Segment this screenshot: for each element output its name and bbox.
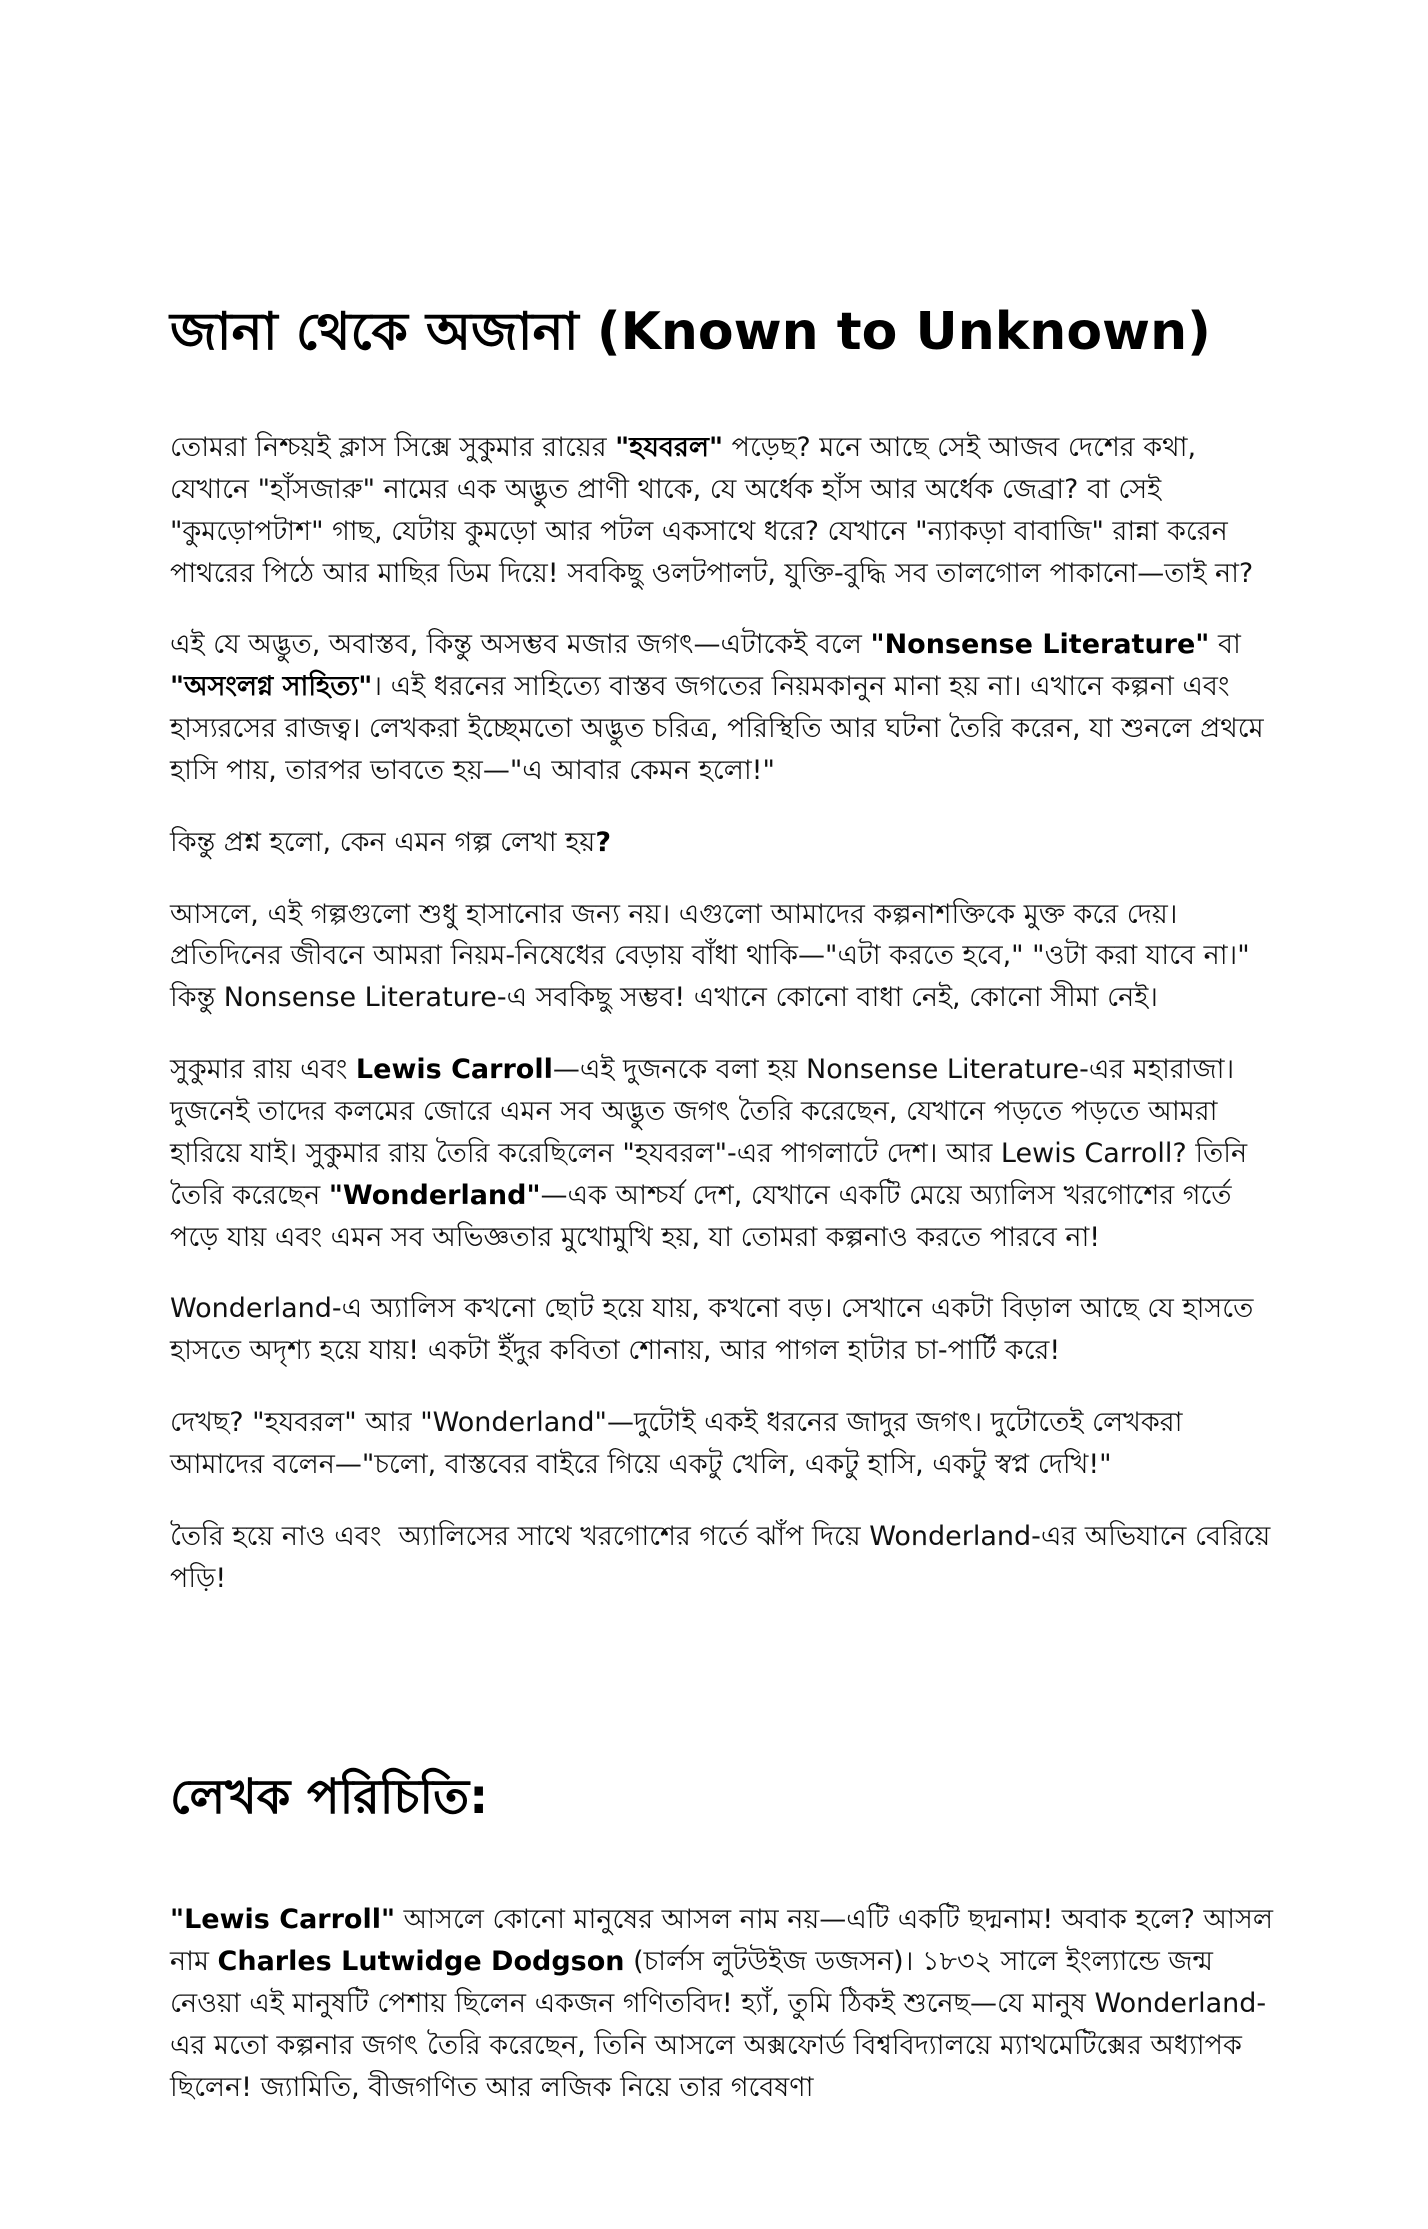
paragraph-invitation xyxy=(170,1516,1280,1600)
author-section-heading xyxy=(170,1767,1280,1827)
bold-text-run: "Lewis Carroll" xyxy=(170,1904,396,1936)
bold-text-run: Charles Lutwidge Dodgson xyxy=(217,1946,625,1978)
paragraph-why-written xyxy=(170,894,1280,1020)
text-run: কিন্তু প্রশ্ন হলো, কেন এমন গল্প লেখা হয় xyxy=(170,826,596,858)
paragraph-author-bio xyxy=(170,1899,1280,2108)
bold-text-run: Lewis Carroll xyxy=(355,1054,553,1086)
document-content xyxy=(170,300,1280,2109)
text-run: তোমরা নিশ্চয়ই ক্লাস সিক্সে সুকুমার রায়ের xyxy=(170,432,616,463)
bold-text-run: লেখক পরিচিতি: xyxy=(170,1769,489,1826)
paragraph-comparison xyxy=(170,1402,1280,1486)
bold-text-run: "Nonsense Literature" xyxy=(870,629,1210,661)
bold-text-run: "Wonderland" xyxy=(328,1179,541,1211)
bold-text-run: ? xyxy=(595,826,611,858)
text-run: তৈরি হয়ে নাও এবং অ্যালিসের সাথে খরগোশের গর্তে ঝাঁপ দিয়ে Wonderland-এর অভিযানে বেরিয়ে পড়ি! xyxy=(170,1520,1279,1594)
text-run: । এই ধরনের সাহিত্যে বাস্তব জগতের নিয়মকানুন মানা হয় না। এখানে কল্পনা এবং হাস্যরসের রাজত্ব। লেখকরা ইচ্ছেমতো অদ্ভুত চরিত্র, পরিস্থিতি আর ঘটনা তৈরি করেন, যা শুনলে প্রথমে হাসি পায়, তারপর ভাবতে হয়—"এ আবার কেমন হলো!" xyxy=(170,671,1273,786)
text-run: বা xyxy=(1209,629,1250,661)
bold-text-run: জানা থেকে অজানা (Known to Unknown) xyxy=(170,302,1211,362)
text-run: (চার্লস লুটউইজ ডজসন)। ১৮৩২ সালে ইংল্যান্ডে জন্ম নেওয়া এই মানুষটি পেশায় ছিলেন একজন গণিতবিদ! হ্যাঁ, তুমি ঠিকই শুনেছ—যে মানুষ Wonderland-এর মতো কল্পনার জগৎ তৈরি করেছেন, তিনি আসলে অক্সফোর্ড বিশ্ববিদ্যালয়ে ম্যাথমেটিক্সের অধ্যাপক ছিলেন! জ্যামিতি, বীজগণিত আর লজিক নিয়ে তার গবেষণা xyxy=(170,1946,1267,2103)
bold-text-run: "হযবরল" xyxy=(615,432,724,463)
text-run: আসলে, এই গল্পগুলো শুধু হাসানোর জন্য নয়। এগুলো আমাদের কল্পনাশক্তিকে মুক্ত করে দেয়। প্রতিদিনের জীবনে আমরা নিয়ম-নিষেধের বেড়ায় বাঁধা থাকি—"এটা করতে হবে," "ওটা করা যাবে না।" কিন্তু Nonsense Literature-এ সবকিছু সম্ভব! এখানে কোনো বাধা নেই, কোনো সীমা নেই। xyxy=(170,898,1259,1014)
text-run: এই যে অদ্ভুত, অবাস্তব, কিন্তু অসম্ভব মজার জগৎ—এটাকেই বলে xyxy=(170,629,871,661)
paragraph-wonderland-details xyxy=(170,1288,1280,1372)
text-run: সুকুমার রায় এবং xyxy=(170,1054,356,1086)
text-run: পড়েছ? মনে আছে সেই আজব দেশের কথা, যেখানে "হাঁসজারু" নামের এক অদ্ভুত প্রাণী থাকে, যে অর্ধেক হাঁস আর অর্ধেক জেব্রা? বা সেই "কুমড়োপটাশ" গাছ, যেটায় কুমড়ো আর পটল একসাথে ধরে? যেখানে "ন্যাকড়া বাবাজি" রান্না করেন পাথরের পিঠে আর মাছির ডিম দিয়ে! সবকিছু ওলটপালট, যুক্তি-বুদ্ধি সব তালগোল পাকানো—তাই না? xyxy=(170,432,1254,589)
text-run: আসলে কোনো মানুষের আসল নাম নয়—এটি একটি ছদ্মনাম! অবাক হলে? আসল নাম xyxy=(170,1904,1282,1978)
text-run: Wonderland-এ অ্যালিস কখনো ছোট হয়ে যায়, কখনো বড়। সেখানে একটা বিড়াল আছে যে হাসতে হাসতে অদৃশ্য হয়ে যায়! একটা ইঁদুর কবিতা শোনায়, আর পাগল হাটার চা-পার্টি করে! xyxy=(170,1293,1262,1367)
paragraph-nonsense-literature xyxy=(170,624,1280,791)
text-run: —এই দুজনকে বলা হয় Nonsense Literature-এর মহারাজা। দুজনেই তাদের কলমের জোরে এমন সব অদ্ভুত জগৎ তৈরি করেছেন, যেখানে পড়তে পড়তে আমরা হারিয়ে যাই। সুকুমার রায় তৈরি করেছিলেন "হযবরল"-এর পাগলাটে দেশ। আর Lewis Carroll? তিনি তৈরি করেছেন xyxy=(170,1054,1256,1211)
paragraph-two-masters xyxy=(170,1049,1280,1258)
page-title xyxy=(170,300,1280,365)
bold-text-run: "অসংলগ্ন সাহিত্য" xyxy=(170,671,373,703)
text-run: দেখছ? "হযবরল" আর "Wonderland"—দুটোই একই ধরনের জাদুর জগৎ। দুটোতেই লেখকরা আমাদের বলেন—"চলো, বাস্তবের বাইরে গিয়ে একটু খেলি, একটু হাসি, একটু স্বপ্ন দেখি!" xyxy=(170,1407,1192,1480)
text-run: —এক আশ্চর্য দেশ, যেখানে একটি মেয়ে অ্যালিস খরগোশের গর্তে পড়ে যায় এবং এমন সব অভিজ্ঞতার মুখোমুখি হয়, যা তোমরা কল্পনাও করতে পারবে না! xyxy=(170,1179,1241,1253)
paragraph-question xyxy=(170,822,1280,864)
paragraph-intro xyxy=(170,427,1280,594)
